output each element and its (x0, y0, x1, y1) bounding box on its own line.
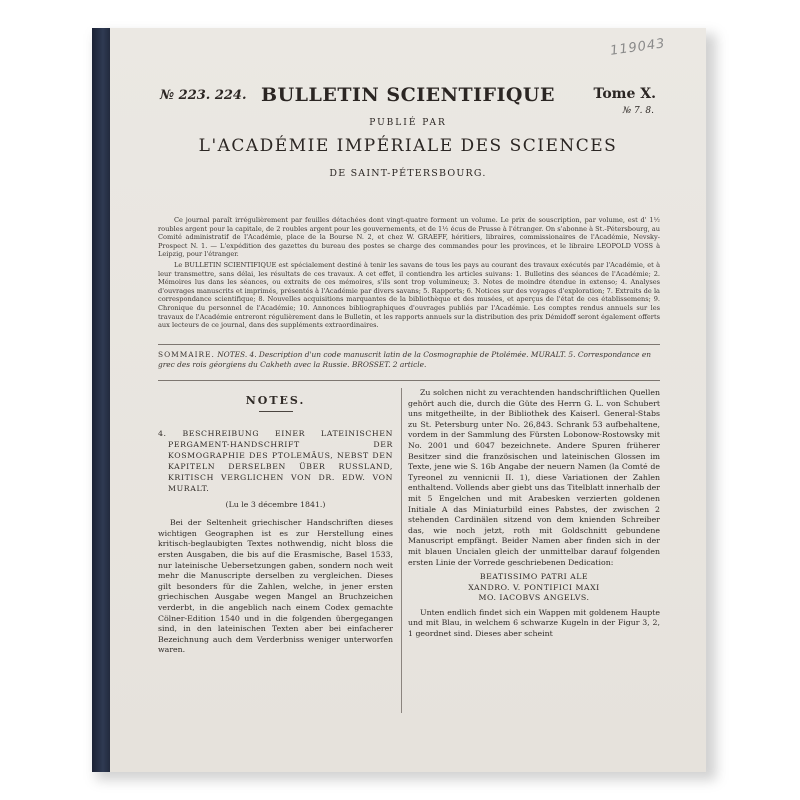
column-separator (401, 388, 402, 713)
intro-paragraph-subscription: Ce journal paraît irrégulièrement par feuilles détachées dont vingt-quatre forment un volume. Le prix de souscription, par volume, est d' 1½ roubles argent pour la capitale, de 2 roubles argent pour les gouvernements, et de 1½ écus de Prusse à l'étranger. On s'abonne à St.-Pétersbourg, au Comité administratif de l'Académie, place de la Bourse N. 2, et chez W. GRAEFF, héritiers, libraires, commissionaires de l'Académie, Nevsky-Prospect N. 1. — L'expédition des gazettes du bureau des postes se charge des commandes pour les provinces, et le libraire LEOPOLD VOSS à Leipzig, pour l'étranger. (158, 216, 660, 259)
read-date: (Lu le 3 décembre 1841.) (225, 499, 326, 509)
right-body-2: Unten endlich findet sich ein Wappen mit goldenem Haupte und mit Blau, in welchem 6 schwarze Kugeln in der Figur 3, 2, 1 geordnet sind. Dieses aber scheint (408, 607, 660, 639)
notes-heading: NOTES. (245, 394, 306, 407)
left-body: Bei der Seltenheit griechischer Handschriften dieses wichtigen Geographen ist es zur Herstellung eines kritisch-beglaubigten Textes nothwendig, nicht bloss die ersten Ausgaben, die bis auf die Erasmische, Basel 1533, nur lateinische Uebersetzungen gaben, sondern noch weit mehr die Manuscripte derselben zu vergleichen. Dieses gilt besonders für die Zahlen, welche, in jener ersten griechischen Ausgabe wegen Mangel an Bruchzeichen verderbt, in die angeblich nach einem Codex gemachte Cölner-Edition 1540 und in die folgenden übergegangen sind, in den lateinischen Texten aber bei einfacherer Bezeichnung auch dem Verderbniss weniger unterworfen waren. (158, 518, 393, 655)
city-line: DE SAINT-PÉTERSBOURG. (329, 168, 487, 179)
heading-ornament (259, 411, 293, 412)
document-page (110, 28, 706, 772)
tome-numbers: № 7. 8. (622, 106, 654, 116)
spine-binding (92, 28, 112, 772)
right-column (408, 388, 660, 644)
right-body-1: Zu solchen nicht zu verachtenden handschriftlichen Quellen gehört auch die, durch die Güte des Herrn G. L. von Schubert uns mitgetheilte, in der Bibliothek des Kaiserl. General-Stabs zu St. Petersburg unter No. 26,843. Schrank 53 aufbehaltene, vordem in der Sammlung des Fürsten Lobonow-Rostowsky mit No. 2001 und 6047 bezeichnete. Andere Spuren früherer Besitzer sind die französischen und lateinischen Glossen im Texte, jene wie S. 16b Angabe der neuern Namen (la Comté de Tyreonel zu vennicnii II. 1), diese Variationen der Zahlen enthaltend. Vollends aber giebt uns das Titelblatt innerhalb der mit 5 Engelchen und mit Arabesken verzierten goldenen Initiale A das Miniaturbild eines Pabstes, der zwischen 2 stehenden Cardinälen sitzend von dem knienden Schreiber das, wie noch jetzt, roth mit Goldschnitt gebundene Manuscript empfängt. Beider Namen aber finden sich in der mit blauen Uncialen gleich der unmittelbar darauf folgenden ersten Linie der Vorrede geschriebenen Dedication: (408, 388, 660, 567)
left-column (158, 388, 393, 660)
issue-number: № 223. 224. (160, 88, 247, 103)
article-heading: 4. BESCHREIBUNG EINER LATEINISCHEN PERGAMENT-HANDSCHRIFT DER KOSMOGRAPHIE DES PTOLEMÄUS, NEBST DEN KAPITELN DERSELBEN ÜBER RUSSLAND, KRITISCH VERGLICHEN VON DR. EDW. VON MURALT. (158, 428, 393, 493)
intro-notice (158, 216, 660, 332)
tome-label: Tome X. (593, 86, 656, 102)
dedication-line-1: BEATISSIMO PATRI ALE (479, 572, 589, 582)
sommaire-text: NOTES. 4. Description d'un code manuscrit latin de la Cosmographie de Ptolémée. MURALT. 5. Correspondance en grec des rois géorgiens du Cakheth avec la Russie. BROSSET. 2 article. (158, 350, 651, 369)
intro-paragraph-purpose: Le BULLETIN SCIENTIFIQUE est spécialement destiné à tenir les savans de tous les pays au courant des travaux exécutés par l'Académie, et à leur transmettre, sans délai, les résultats de ces travaux. A cet effet, il contiendra les articles suivans: 1. Bulletins des séances de l'Académie; 2. Mémoires lus dans les séances, ou extraits de ces mémoires, s'ils sont trop volumineux; 3. Notes de moindre étendue in extenso; 4. Analyses d'ouvrages manuscrits et imprimés, présentés à l'Académie par divers savans; 5. Rapports; 6. Notices sur des voyages d'exploration; 7. Extraits de la correspondance scientifique; 8. Nouvelles acquisitions marquantes de la bibliothèque et des musées, et aperçus de l'état de ces établissemens; 9. Chronique du personnel de l'Académie; 10. Annonces bibliographiques d'ouvrages publiés par l'Académie. Les comptes rendus annuels sur les travaux de l'Académie entreront régulièrement dans le Bulletin, et les rapports annuels sur la distribution des prix Démidoff seront également offerts aux lecteurs de ce journal, dans des suppléments extraordinaires. (158, 260, 660, 330)
divider-bottom (158, 380, 660, 381)
masthead (110, 84, 706, 116)
pencil-catalog-note: 119043 (609, 36, 667, 59)
academie-title: L'ACADÉMIE IMPÉRIALE DES SCIENCES (198, 136, 618, 156)
bulletin-title: BULLETIN SCIENTIFIQUE (261, 84, 555, 106)
dedication-line-3: MO. IACOBVS ANGELVS. (478, 593, 590, 603)
sommaire (158, 350, 660, 370)
sommaire-label: SOMMAIRE. (158, 350, 215, 359)
publie-par: PUBLIÉ PAR (369, 118, 447, 128)
dedication-line-2: XANDRO. V. PONTIFICI MAXI (468, 582, 600, 592)
divider-top (158, 344, 660, 345)
